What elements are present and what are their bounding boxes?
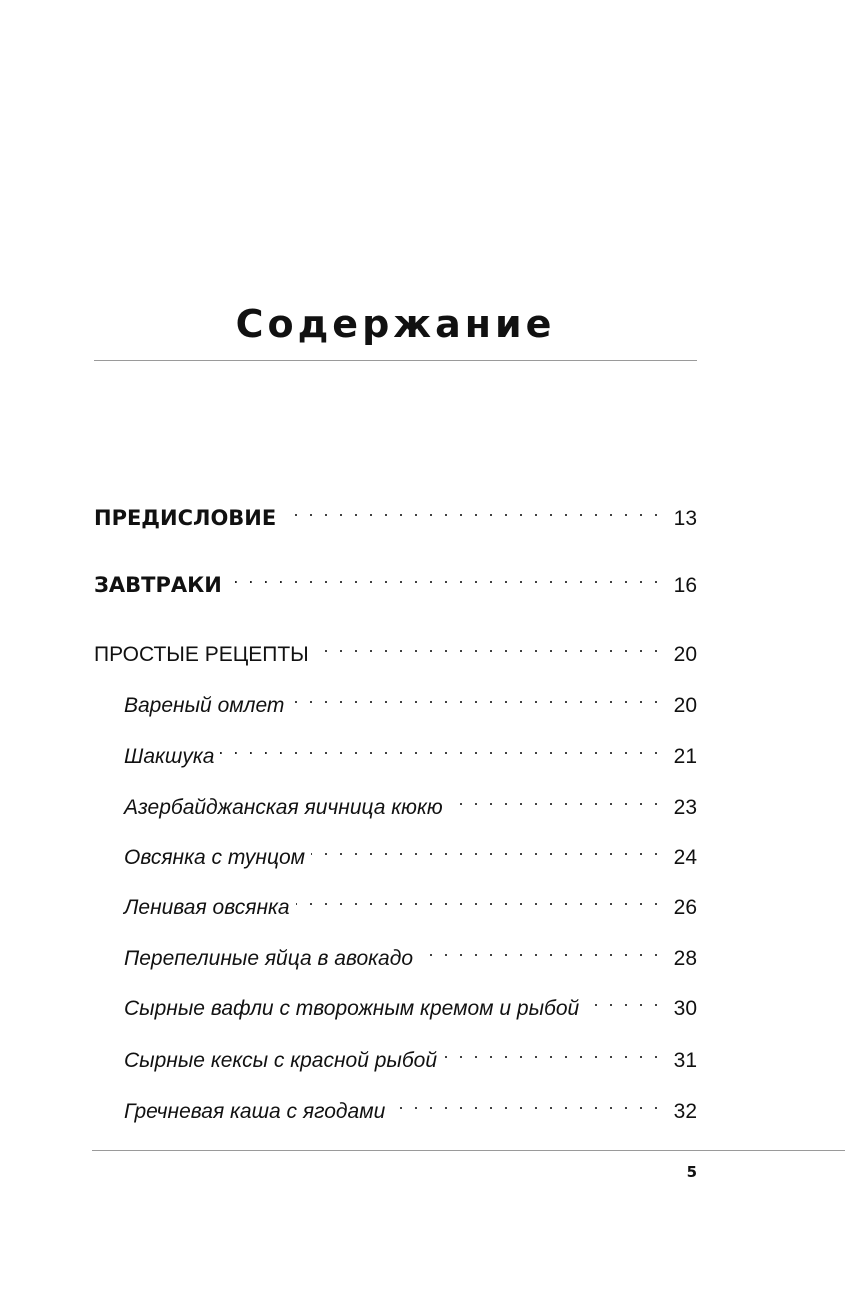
toc-entry-title: ПРЕДИСЛОВИЕ <box>94 506 277 530</box>
toc-entry-page: 23 <box>673 796 697 819</box>
toc-entry-recipe[interactable] <box>124 935 697 970</box>
toc-entry-recipe[interactable] <box>124 784 697 819</box>
dot-leader <box>228 562 661 592</box>
toc-entry-page: 20 <box>673 643 697 666</box>
toc-entry-title: Ленивая овсянка <box>124 896 290 919</box>
toc-entry-title: ПРОСТЫЕ РЕЦЕПТЫ <box>94 643 309 666</box>
title-divider <box>94 360 697 361</box>
toc-entry-page: 30 <box>673 997 697 1020</box>
dot-leader <box>585 985 661 1015</box>
toc-entry-page: 24 <box>673 846 697 869</box>
dot-leader <box>220 733 661 763</box>
dot-leader <box>290 682 661 712</box>
dot-leader <box>315 631 661 661</box>
toc-entry-page: 31 <box>673 1049 697 1072</box>
dot-leader <box>419 935 661 965</box>
page-title: Содержание <box>235 302 556 346</box>
toc-entry-title: Гречневая каша с ягодами <box>124 1100 386 1123</box>
toc-entry-page: 28 <box>673 947 697 970</box>
toc-entry-title: Перепелиные яйца в авокадо <box>124 947 414 970</box>
dot-leader <box>391 1088 661 1118</box>
toc-entry-title: Сырные вафли с творожным кремом и рыбой <box>124 997 580 1020</box>
dot-leader <box>296 884 661 914</box>
dot-leader <box>282 495 661 525</box>
toc-entry-page: 16 <box>673 574 697 597</box>
toc-entry-title: Вареный омлет <box>124 694 285 717</box>
toc-entry-page: 32 <box>673 1100 697 1123</box>
toc-entry-preface[interactable] <box>94 495 697 530</box>
dot-leader <box>443 1037 661 1067</box>
toc-entry-recipe[interactable] <box>124 1037 697 1072</box>
toc-entry-recipe[interactable] <box>124 834 697 869</box>
toc-entry-title: Шакшука <box>124 745 215 768</box>
page-number: 5 <box>686 1163 697 1181</box>
toc-entry-recipe[interactable] <box>124 1088 697 1123</box>
toc-entry-recipe[interactable] <box>124 985 697 1020</box>
toc-entry-recipe[interactable] <box>124 733 697 768</box>
toc-entry-title: ЗАВТРАКИ <box>94 573 222 597</box>
toc-entry-page: 26 <box>673 896 697 919</box>
toc-entry-page: 21 <box>673 745 697 768</box>
toc-entry-title: Овсянка с тунцом <box>124 846 306 869</box>
dot-leader <box>449 784 661 814</box>
toc-entry-breakfasts[interactable] <box>94 562 697 597</box>
dot-leader <box>311 834 661 864</box>
toc-entry-page: 20 <box>673 694 697 717</box>
toc-entry-page: 13 <box>673 507 697 530</box>
footer-divider <box>92 1150 845 1151</box>
toc-entry-recipe[interactable] <box>124 682 697 717</box>
toc-entry-title: Азербайджанская яичница кюкю <box>124 796 443 819</box>
toc-entry-recipe[interactable] <box>124 884 697 919</box>
toc-entry-simple-recipes[interactable] <box>94 631 697 666</box>
toc-entry-title: Сырные кексы с красной рыбой <box>124 1049 438 1072</box>
